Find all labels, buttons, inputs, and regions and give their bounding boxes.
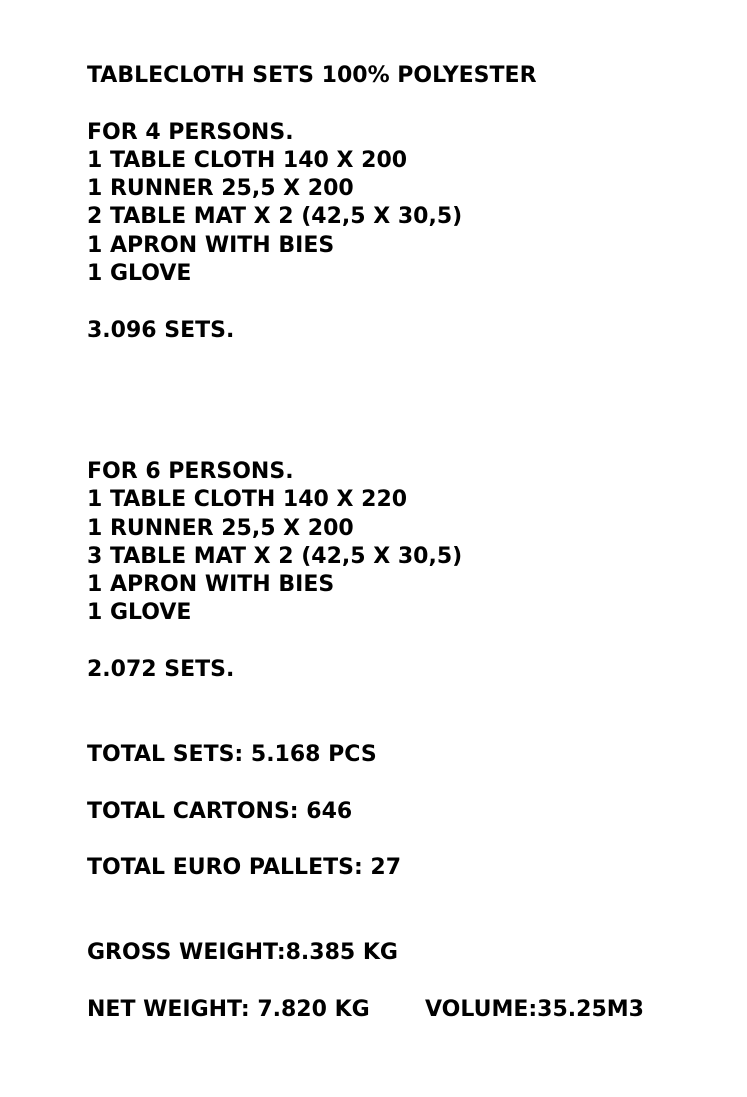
set-item: 1 APRON WITH BIES (87, 572, 335, 598)
set-heading: FOR 6 PERSONS. (87, 458, 294, 484)
document-title: TABLECLOTH SETS 100% POLYESTER (87, 63, 537, 88)
set-item: 1 RUNNER 25,5 X 200 (87, 176, 354, 202)
set-item: 1 TABLE CLOTH 140 X 200 (87, 147, 408, 173)
set-heading: FOR 4 PERSONS. (87, 119, 294, 145)
set-quantity: 2.072 SETS. (87, 657, 235, 683)
document-body (87, 62, 727, 1024)
total-pallets: TOTAL EURO PALLETS: 27 (87, 855, 402, 881)
set-item: 2 TABLE MAT X 2 (42,5 X 30,5) (87, 204, 463, 230)
total-sets: TOTAL SETS: 5.168 PCS (87, 741, 377, 767)
net-weight: NET WEIGHT: 7.820 KG (87, 996, 370, 1022)
volume: VOLUME:35.25M3 (425, 996, 644, 1022)
net-weight-volume-row (87, 996, 727, 1024)
set-item: 1 TABLE CLOTH 140 X 220 (87, 487, 408, 513)
set-4-persons (87, 119, 727, 345)
weights (87, 939, 727, 1024)
set-item: 1 GLOVE (87, 261, 192, 287)
set-item: 1 GLOVE (87, 600, 192, 626)
totals (87, 741, 727, 882)
set-item: 3 TABLE MAT X 2 (42,5 X 30,5) (87, 543, 463, 569)
set-item: 1 APRON WITH BIES (87, 232, 335, 258)
set-6-persons (87, 458, 727, 684)
set-item: 1 RUNNER 25,5 X 200 (87, 515, 354, 541)
set-quantity: 3.096 SETS. (87, 317, 235, 343)
total-cartons: TOTAL CARTONS: 646 (87, 798, 353, 824)
gross-weight: GROSS WEIGHT:8.385 KG (87, 940, 398, 966)
